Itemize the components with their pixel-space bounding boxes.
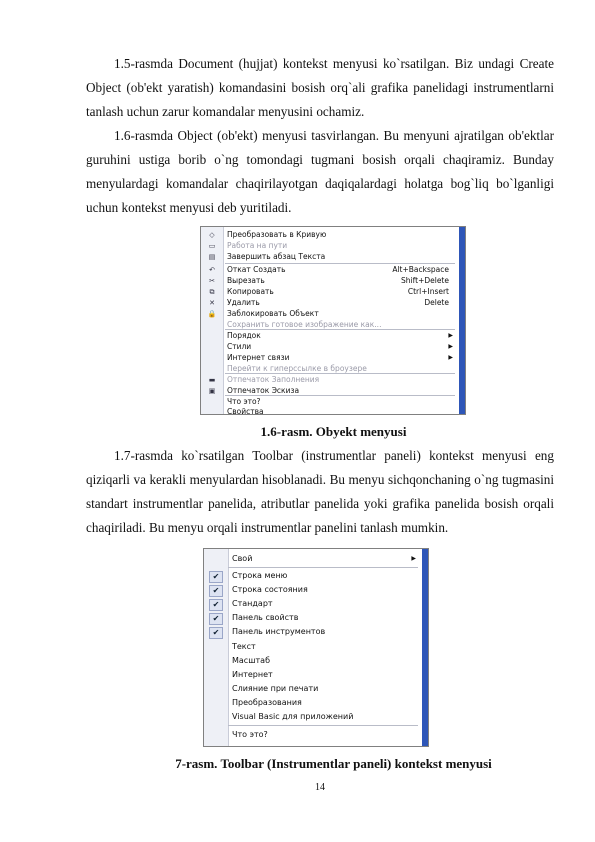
menu-item[interactable]: [201, 241, 459, 251]
menu-item[interactable]: [201, 265, 459, 275]
menu-side-bar: [422, 549, 428, 746]
figure-7-caption: 7-rasm. Toolbar (Instrumentlar paneli) kontekst menyusi: [175, 756, 492, 771]
menu-item-label: Строка состояния: [232, 585, 308, 594]
fill-icon: ▬: [208, 376, 216, 384]
menu-item-label: Масштаб: [232, 656, 271, 665]
submenu-arrow-icon: ▶: [448, 343, 453, 350]
menu-item-label: Сохранить готовое изображение как...: [227, 320, 382, 329]
menu-separator: [225, 373, 455, 374]
copy-icon: ⧉: [209, 288, 215, 296]
menu-item[interactable]: [204, 583, 422, 597]
convert-icon: ◇: [209, 231, 215, 239]
submenu-arrow-icon: ▶: [448, 354, 453, 361]
menu-item[interactable]: [201, 375, 459, 385]
menu-item-label: Отпечаток Заполнения: [227, 375, 320, 384]
menu-item-label: Visual Basic для приложений: [232, 712, 354, 721]
paragraph-fig7-description: 1.7-rasmda ko`rsatilgan Toolbar (instrumentlar paneli) kontekst menyusi eng qiziqarli va kerakli menyulardan hisoblanadi. Bu menyu sichqonchaning o`ng tugmasini standart instrumentlar panelida, atributlar panelida yoki grafika panelida bosish orqali chaqiriladi. Bu menyu orqali instrumentlar panelini tanlash mumkin.: [86, 448, 554, 535]
menu-item[interactable]: [204, 569, 422, 583]
menu-item-shortcut: Delete: [424, 298, 449, 307]
delete-icon: ✕: [209, 299, 215, 307]
menu-item[interactable]: [204, 640, 422, 654]
object-context-menu-screenshot: [200, 226, 466, 415]
menu-item-label: Перейти к гиперссылке в броузере: [227, 364, 367, 373]
menu-item-label: Строка меню: [232, 571, 288, 580]
toolbar-context-menu-screenshot: [203, 548, 429, 747]
menu-item[interactable]: [201, 342, 459, 352]
menu-item-label: Свойства: [227, 407, 264, 416]
menu-item[interactable]: [204, 552, 422, 566]
checkmark-icon: ✔: [209, 613, 223, 625]
menu-item[interactable]: [201, 298, 459, 308]
menu-item-label: Панель инструментов: [232, 627, 326, 636]
menu-item[interactable]: [204, 682, 422, 696]
checkmark-icon: ✔: [209, 599, 223, 611]
menu-separator: [228, 725, 418, 726]
menu-item[interactable]: [204, 728, 422, 742]
menu-separator: [228, 567, 418, 568]
lock-icon: 🔒: [207, 310, 217, 318]
submenu-arrow-icon: ▶: [448, 332, 453, 339]
menu-item[interactable]: [201, 287, 459, 297]
menu-item[interactable]: [201, 309, 459, 319]
page-number: 14: [315, 782, 325, 793]
menu-item-label: Преобразования: [232, 698, 302, 707]
menu-separator: [225, 263, 455, 264]
menu-item-label: Интернет связи: [227, 353, 290, 362]
menu-item-label: Вырезать: [227, 276, 265, 285]
menu-item[interactable]: [201, 353, 459, 363]
menu-item-label: Панель свойств: [232, 613, 299, 622]
menu-item-label: Что это?: [227, 397, 261, 406]
paragraph-fig5-description: 1.5-rasmda Document (hujjat) kontekst menyusi ko`rsatilgan. Biz undagi Create Object (ob'ekt yaratish) komandasini bosish orq`ali grafika panelidagi instrumentlarni tanlash uchun zarur komandalar menyusini ochamiz.: [86, 56, 554, 119]
undo-icon: ↶: [209, 266, 215, 274]
menu-item-label: Текст: [232, 642, 256, 651]
menu-item-label: Удалить: [227, 298, 260, 307]
menu-separator: [225, 329, 455, 330]
menu-item-label: Интернет: [232, 670, 273, 679]
menu-item-label: Завершить абзац Текста: [227, 252, 326, 261]
menu-item-label: Откат Создать: [227, 265, 286, 274]
menu-item[interactable]: [204, 696, 422, 710]
menu-item[interactable]: [201, 252, 459, 262]
menu-item[interactable]: [204, 654, 422, 668]
menu-item[interactable]: [204, 597, 422, 611]
menu-item-label: Свой: [232, 554, 253, 563]
menu-item[interactable]: [204, 611, 422, 625]
menu-item-label: Копировать: [227, 287, 274, 296]
menu-item[interactable]: [201, 331, 459, 341]
menu-item[interactable]: [201, 276, 459, 286]
menu-item-shortcut: Ctrl+Insert: [407, 287, 449, 296]
menu-item[interactable]: [201, 407, 459, 417]
menu-item[interactable]: [201, 230, 459, 240]
menu-item-label: Преобразовать в Кривую: [227, 230, 327, 239]
menu-separator: [225, 395, 455, 396]
menu-item[interactable]: [204, 625, 422, 639]
menu-item-label: Стили: [227, 342, 252, 351]
menu-item-label: Работа на пути: [227, 241, 288, 250]
menu-side-bar: [459, 227, 465, 414]
menu-item[interactable]: [201, 397, 459, 407]
text-icon: ▤: [208, 253, 216, 261]
checkmark-icon: ✔: [209, 585, 223, 597]
figure-6-caption: 1.6-rasm. Obyekt menyusi: [260, 424, 407, 439]
menu-item-label: Слияние при печати: [232, 684, 319, 693]
cut-icon: ✂: [209, 277, 215, 285]
menu-item-label: Отпечаток Эскиза: [227, 386, 300, 395]
paragraph-fig6-description: 1.6-rasmda Object (ob'ekt) menyusi tasvirlangan. Bu menyuni ajratilgan ob'ektlar guruhini ustiga borib o`ng tomondagi tugmani bosish orqali chaqiramiz. Bunday menyulardagi komandalar chaqirilayotgan daqiqalardagi holatga bog`liq bo`lganligi uchun kontekst menyusi deb yuritiladi.: [86, 128, 554, 215]
menu-item-label: Заблокировать Объект: [227, 309, 319, 318]
checkmark-icon: ✔: [209, 627, 223, 639]
menu-item-label: Что это?: [232, 730, 268, 739]
submenu-arrow-icon: ▶: [411, 555, 416, 562]
menu-item-label: Порядок: [227, 331, 261, 340]
menu-item-shortcut: Alt+Backspace: [392, 265, 449, 274]
menu-item[interactable]: [204, 668, 422, 682]
menu-item[interactable]: [204, 710, 422, 724]
menu-item-shortcut: Shift+Delete: [401, 276, 449, 285]
menu-item-label: Стандарт: [232, 599, 273, 608]
checkmark-icon: ✔: [209, 571, 223, 583]
blank: ▭: [208, 242, 216, 250]
outline-icon: ▣: [208, 387, 216, 395]
